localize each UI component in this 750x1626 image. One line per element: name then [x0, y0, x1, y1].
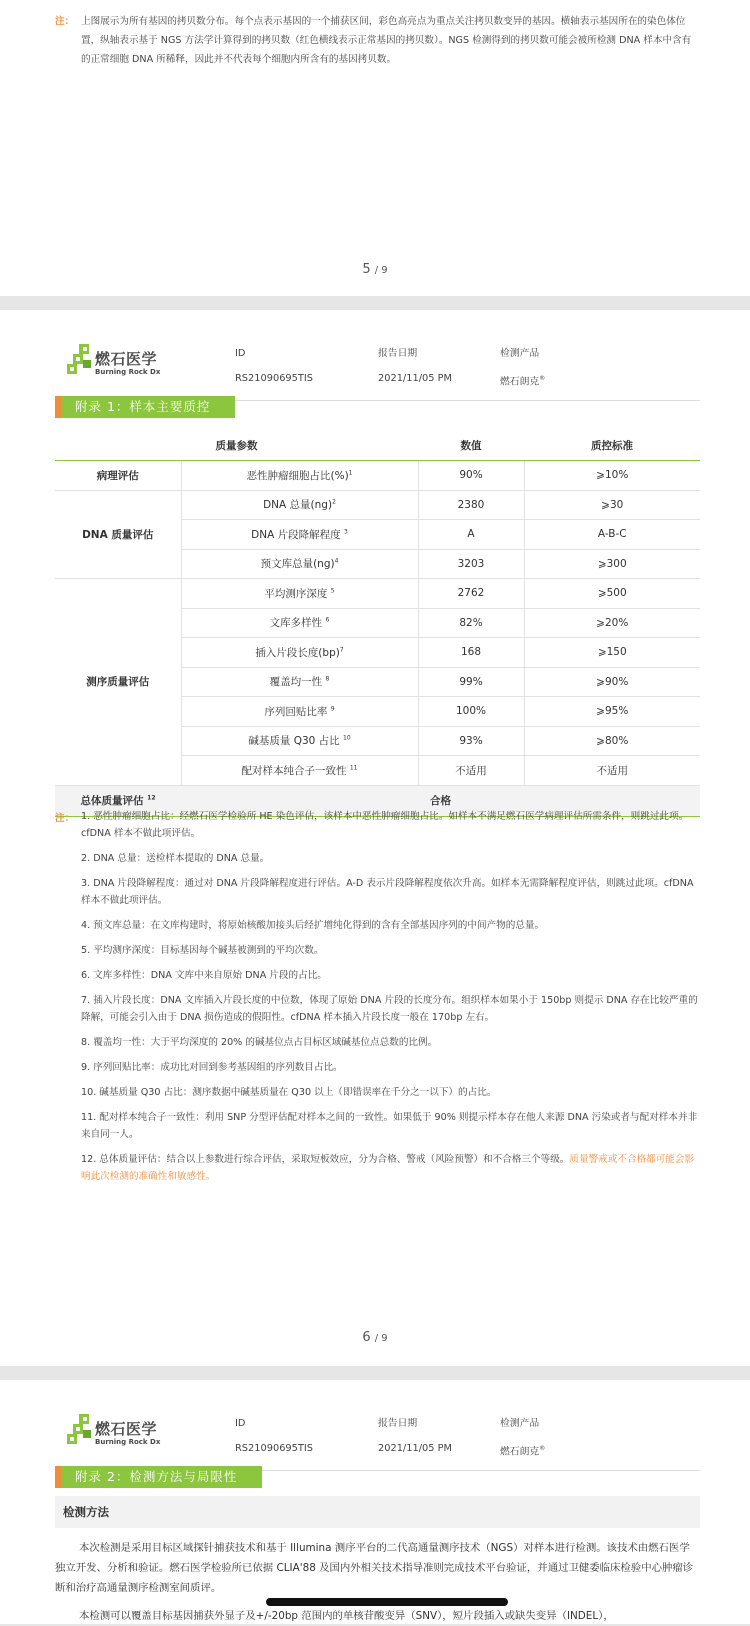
note-12-warning: 质量警戒或不合格都可能会影响此次检测的准确性和敏感性。 [81, 1154, 695, 1182]
standard-cell: 不适用 [524, 756, 700, 786]
registered-mark: ® [539, 375, 546, 382]
product-value: 燃石朗克 [500, 1446, 540, 1458]
registered-mark: ® [539, 1445, 546, 1452]
footnote-ref: 3 [343, 528, 348, 536]
note-item: 9. 序列回贴比率：成功比对回到参考基因组的序列数目占比。 [81, 1062, 343, 1073]
group-pathology: 病理评估 [55, 461, 181, 491]
page-number-current: 5 [362, 262, 371, 277]
value-cell: 168 [418, 638, 524, 668]
note-item: 1. 恶性肿瘤细胞占比：经燃石医学检验所 HE 染色评估，该样本中恶性肿瘤细胞占比。如样本不满足燃石医学病理评估所需条件，则跳过此项。cfDNA 样本不做此项评估。 [81, 811, 689, 839]
id-value: RS21090695TIS [235, 1443, 313, 1454]
overall-label: 总体质量评估 [80, 795, 148, 807]
logo-text-cn: 燃石医学 [95, 1420, 158, 1438]
appendix-2-banner: 附录 2：检测方法与局限性 [55, 1466, 262, 1488]
col-standard-header: 质控标准 [524, 430, 700, 461]
col-value-header: 数值 [418, 430, 524, 461]
footnote-ref: 10 [343, 734, 351, 742]
footnote-ref: 2 [332, 498, 336, 506]
value-cell: 82% [418, 608, 524, 638]
note-item: 2. DNA 总量：送检样本提取的 DNA 总量。 [81, 853, 270, 864]
date-label: 报告日期 [378, 1418, 418, 1429]
home-indicator[interactable] [266, 1598, 508, 1606]
logo-icon [65, 1412, 95, 1452]
section-title: 检测方法 [55, 1496, 700, 1528]
meta-id [235, 1411, 313, 1461]
method-paragraph-1: 本次检测是采用目标区域探针捕获技术和基于 Illumina 测序平台的二代高通量测序技术（NGS）对样本进行检测。该技术由燃石医学独立开发、分析和验证。燃石医学检验所已依据 CLIA'88 及国内外相关技术指导准则完成技术平台验证，并通过卫健委临床检验中心肿瘤诊断和治疗高通量测序检测室间质评。 [55, 1542, 694, 1594]
standard-cell: A-B-C [524, 520, 700, 550]
qc-table-header [55, 430, 700, 461]
id-label: ID [235, 1418, 246, 1429]
param-cell [181, 697, 418, 727]
param-cell [181, 726, 418, 756]
param-text: 碱基质量 Q30 占比 [248, 735, 343, 748]
value-cell: 3203 [418, 549, 524, 579]
note-12-text: 12. 总体质量评估：结合以上参数进行综合评估，采取短板效应，分为合格、警戒（风险预警）和不合格三个等级。 [81, 1154, 570, 1165]
meta-date [378, 341, 452, 391]
param-cell [181, 461, 418, 491]
meta-product [500, 1411, 545, 1464]
standard-cell: ⩾80% [524, 726, 700, 756]
param-cell [181, 756, 418, 786]
standard-cell: ⩾10% [524, 461, 700, 491]
value-cell: 2380 [418, 490, 524, 520]
footnote-ref: 5 [330, 587, 335, 595]
param-text: 恶性肿瘤细胞占比(%) [246, 469, 349, 482]
page-number-total: / 9 [374, 265, 388, 276]
qc-table [55, 430, 700, 817]
date-value: 2021/11/05 PM [378, 1443, 452, 1454]
footnote-ref: 9 [330, 705, 335, 713]
value-cell: 100% [418, 697, 524, 727]
table-row [55, 579, 700, 609]
note-item: 10. 碱基质量 Q30 占比：测序数据中碱基质量在 Q30 以上（即错误率在千分之一以下）的占比。 [81, 1087, 497, 1098]
param-text: DNA 片段降解程度 [251, 528, 344, 541]
note-item: 3. DNA 片段降解程度：通过对 DNA 片段降解程度进行评估。A-D 表示片段降解程度依次升高。如样本无需降解程度评估，则跳过此项。cfDNA 样本不做此项评估。 [81, 878, 694, 906]
value-cell: 93% [418, 726, 524, 756]
param-cell [181, 608, 418, 638]
logo [65, 342, 165, 382]
meta-date [378, 1411, 452, 1461]
standard-cell: ⩾90% [524, 667, 700, 697]
footnote-ref: 1 [348, 469, 353, 477]
footnote-ref: 7 [339, 646, 344, 654]
page-number [0, 1330, 750, 1345]
page-5 [0, 0, 750, 296]
id-label: ID [235, 348, 246, 359]
page-number-total: / 9 [374, 1333, 388, 1344]
logo-icon [65, 342, 95, 382]
qc-notes [55, 808, 700, 1193]
param-text: 插入片段长度(bp) [255, 646, 340, 659]
note-item: 4. 预文库总量：在文库构建时，将原始核酸加接头后经扩增纯化得到的含有全部基因序列的中间产物的总量。 [81, 920, 545, 931]
logo-text-cn: 燃石医学 [95, 350, 158, 368]
param-text: 覆盖均一性 [269, 676, 326, 689]
param-cell [181, 520, 418, 550]
page-number-current: 6 [362, 1330, 371, 1345]
meta-product [500, 341, 545, 394]
param-text: 预文库总量(ng) [260, 558, 335, 571]
logo [65, 1412, 165, 1452]
note-item: 11. 配对样本纯合子一致性：利用 SNP 分型评估配对样本之间的一致性。如果低于 90% 则提示样本存在他人来源 DNA 污染或者与配对样本并非来自同一人。 [81, 1112, 698, 1140]
appendix-1-banner: 附录 1：样本主要质控 [55, 396, 235, 418]
col-param-header: 质量参数 [55, 430, 418, 461]
product-value: 燃石朗克 [500, 376, 540, 388]
table-row [55, 490, 700, 520]
method-paragraph-2: 本检测可以覆盖目标基因捕获外显子及+/-20bp 范围内的单核苷酸变异（SNV），短片段插入或缺失变异（INDEL）， [79, 1610, 614, 1622]
value-cell: A [418, 520, 524, 550]
standard-cell: ⩾150 [524, 638, 700, 668]
group-dna: DNA 质量评估 [55, 490, 181, 579]
notes-label: 注： [55, 813, 75, 824]
product-label: 检测产品 [500, 1418, 540, 1429]
page5-note [55, 12, 700, 69]
group-seq: 测序质量评估 [55, 579, 181, 786]
id-value: RS21090695TIS [235, 373, 313, 384]
note-item: 6. 文库多样性：DNA 文库中来自原始 DNA 片段的占比。 [81, 970, 327, 981]
param-text: DNA 总量(ng) [263, 499, 333, 512]
param-cell [181, 638, 418, 668]
param-cell [181, 579, 418, 609]
logo-text-en: Burning Rock Dx [95, 368, 161, 376]
note-item-12 [81, 1151, 700, 1185]
meta-id [235, 341, 313, 391]
value-cell: 90% [418, 461, 524, 491]
standard-cell: ⩾300 [524, 549, 700, 579]
page-6 [0, 310, 750, 1366]
param-text: 文库多样性 [269, 617, 326, 630]
standard-cell: ⩾95% [524, 697, 700, 727]
param-text: 序列回贴比率 [264, 705, 331, 718]
standard-cell: ⩾20% [524, 608, 700, 638]
standard-cell: ⩾30 [524, 490, 700, 520]
value-cell: 不适用 [418, 756, 524, 786]
table-row [55, 461, 700, 491]
param-text: 平均测序深度 [264, 587, 331, 600]
overall-value: 合格 [181, 785, 700, 816]
page-number [0, 262, 750, 277]
standard-cell: ⩾500 [524, 579, 700, 609]
param-cell [181, 667, 418, 697]
footnote-ref: 12 [147, 794, 156, 802]
note-item: 5. 平均测序深度：目标基因每个碱基被测到的平均次数。 [81, 945, 324, 956]
logo-text-en: Burning Rock Dx [95, 1438, 161, 1446]
param-text: 配对样本纯合子一致性 [241, 764, 350, 777]
product-label: 检测产品 [500, 348, 540, 359]
param-cell [181, 549, 418, 579]
value-cell: 99% [418, 667, 524, 697]
footnote-ref: 6 [325, 616, 330, 624]
footnote-ref: 4 [334, 557, 339, 565]
param-cell [181, 490, 418, 520]
footnote-ref: 11 [349, 764, 358, 772]
date-value: 2021/11/05 PM [378, 373, 452, 384]
date-label: 报告日期 [378, 348, 418, 359]
note-item: 8. 覆盖均一性：大于平均深度的 20% 的碱基位点占目标区域碱基位点总数的比例。 [81, 1037, 438, 1048]
note-label: 注： [55, 16, 75, 27]
page-7 [0, 1380, 750, 1624]
footnote-ref: 8 [325, 675, 330, 683]
value-cell: 2762 [418, 579, 524, 609]
note-item: 7. 插入片段长度：DNA 文库插入片段长度的中位数，体现了原始 DNA 片段的长度分布。组织样本如果小于 150bp 则提示 DNA 存在比较严重的降解，可能会引入由于 DNA 损伤造成的假阳性。cfDNA 样本插入片段长度一般在 170bp 左右。 [81, 995, 698, 1023]
note-text: 上图展示为所有基因的拷贝数分布。每个点表示基因的一个捕获区间，彩色高亮点为重点关注拷贝数变异的基因。横轴表示基因所在的染色体位置，纵轴表示基于 NGS 方法学计算得到的拷贝数（红色横线表示正常基因的拷贝数）。NGS 检测得到的拷贝数可能会被所检测 DNA 样本中含有的正常细胞 DNA 所稀释，因此并不代表每个细胞内所含有的基因拷贝数。 [81, 16, 692, 65]
